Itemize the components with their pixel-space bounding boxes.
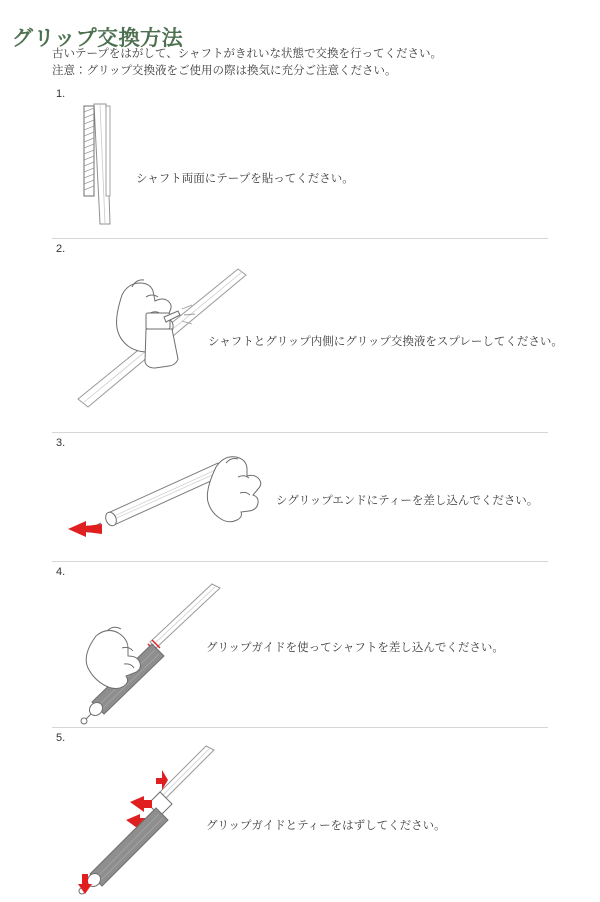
step-caption: シグリップエンドにティーを差し込んでください。 <box>276 495 539 507</box>
step-1 <box>0 88 600 238</box>
intro-text <box>52 46 552 80</box>
red-arrow <box>68 521 102 537</box>
step-caption: グリップガイドを使ってシャフトを差し込んでください。 <box>206 642 504 654</box>
step-divider <box>52 727 548 728</box>
step-4 <box>0 566 600 726</box>
step-divider <box>52 432 548 433</box>
intro-line-2: 注意：グリップ交換液をご使用の際は換気に充分ご注意ください。 <box>52 65 397 77</box>
page-title: グリップ交換方法 <box>12 27 184 51</box>
intro-line-1: 古いテープをはがして、シャフトがきれいな状態で交換を行ってください。 <box>52 48 442 60</box>
step-number: 5. <box>56 732 66 744</box>
step-number: 1. <box>56 88 66 100</box>
step-caption: グリップガイドとティーをはずしてください。 <box>206 820 446 832</box>
step-divider <box>52 238 548 239</box>
step-divider <box>52 561 548 562</box>
step-2 <box>0 243 600 433</box>
grip-end-with-tee-illustration <box>68 451 298 556</box>
step-3 <box>0 437 600 562</box>
step-caption: シャフト両面にテープを貼ってください。 <box>136 173 354 185</box>
step-5 <box>0 732 600 897</box>
step-number: 4. <box>56 566 66 578</box>
shaft-with-tape-illustration <box>70 98 190 228</box>
step-number: 3. <box>56 437 66 449</box>
step-number: 2. <box>56 243 66 255</box>
step-caption: シャフトとグリップ内側にグリップ交換液をスプレーしてください。 <box>208 336 563 348</box>
